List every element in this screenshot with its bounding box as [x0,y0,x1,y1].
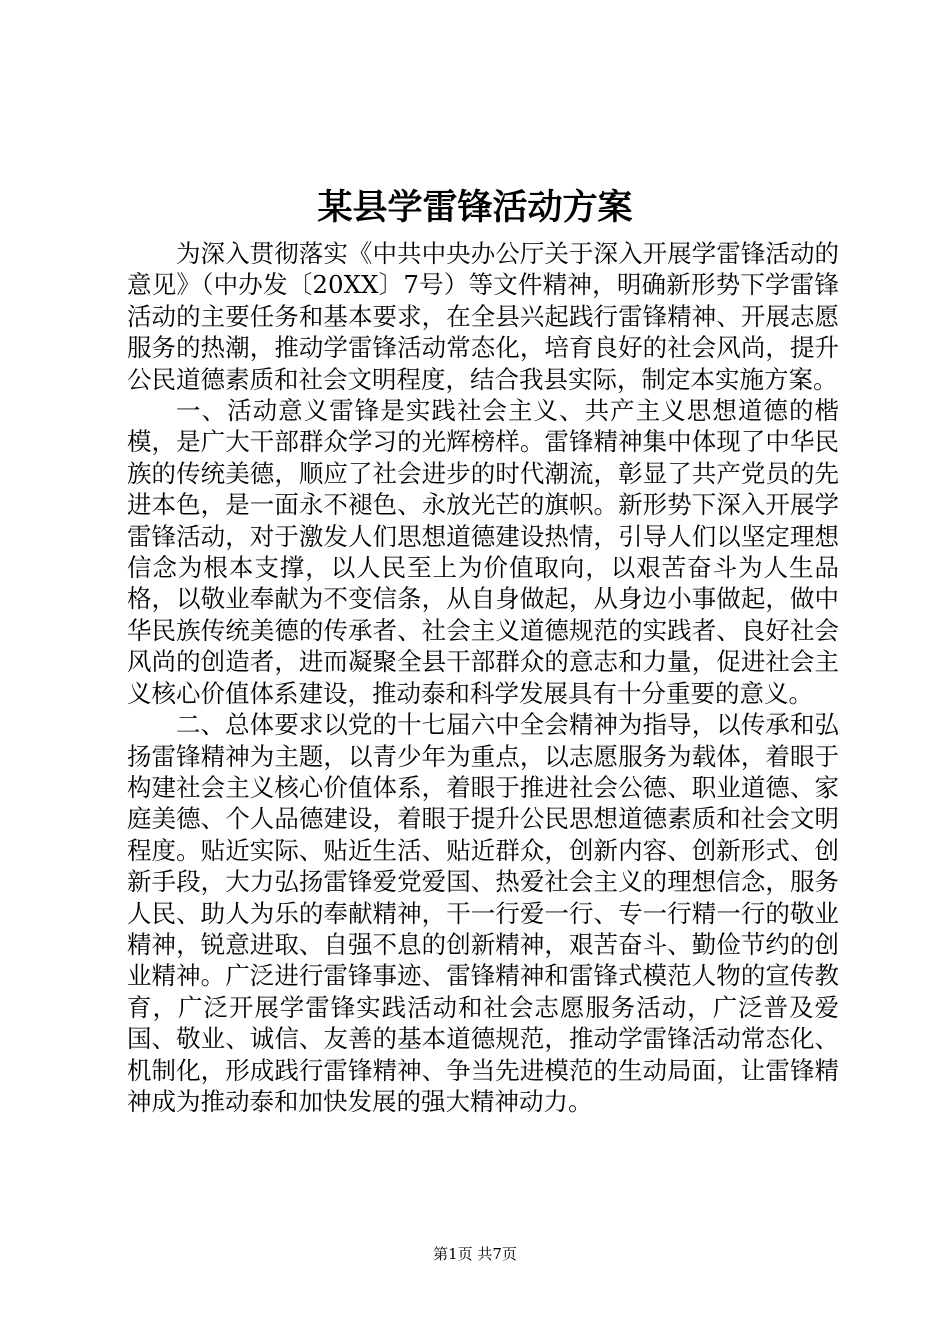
paragraph-activity-significance: 一、活动意义雷锋是实践社会主义、共产主义思想道德的楷模，是广大干部群众学习的光辉榜样。雷锋精神集中体现了中华民族的传统美德，顺应了社会进步的时代潮流，彰显了共产党员的先进本色，是一面永不褪色、永放光芒的旗帜。新形势下深入开展学雷锋活动，对于激发人们思想道德建设热情，引导人们以坚定理想信念为根本支撑，以人民至上为价值取向，以艰苦奋斗为人生品格，以敬业奉献为不变信条，从自身做起，从身边小事做起，做中华民族传统美德的传承者、社会主义道德规范的实践者、良好社会风尚的创造者，进而凝聚全县干部群众的意志和力量，促进社会主义核心价值体系建设，推动泰和科学发展具有十分重要的意义。 [127,396,839,708]
paragraph-intro: 为深入贯彻落实《中共中央办公厅关于深入开展学雷锋活动的意见》（中办发〔20XX〕7号）等文件精神，明确新形势下学雷锋活动的主要任务和基本要求，在全县兴起践行雷锋精神、开展志愿服务的热潮，推动学雷锋活动常态化，培育良好的社会风尚，提升公民道德素质和社会文明程度，结合我县实际，制定本实施方案。 [127,239,839,394]
document-body [127,238,839,1117]
page-total: 共7页 [477,1245,517,1263]
page-number: 第1页 [433,1245,473,1263]
document-title: 某县学雷锋活动方案 [317,187,633,228]
paragraph-general-requirements: 二、总体要求以党的十七届六中全会精神为指导，以传承和弘扬雷锋精神为主题，以青少年为重点，以志愿服务为载体，着眼于构建社会主义核心价值体系，着眼于推进社会公德、职业道德、家庭美德、个人品德建设，着眼于提升公民思想道德素质和社会文明程度。贴近实际、贴近生活、贴近群众，创新内容、创新形式、创新手段，大力弘扬雷锋爱党爱国、热爱社会主义的理想信念，服务人民、助人为乐的奉献精神，干一行爱一行、专一行精一行的敬业精神，锐意进取、自强不息的创新精神，艰苦奋斗、勤俭节约的创业精神。广泛进行雷锋事迹、雷锋精神和雷锋式模范人物的宣传教育，广泛开展学雷锋实践活动和社会志愿服务活动，广泛普及爱国、敬业、诚信、友善的基本道德规范，推动学雷锋活动常态化、机制化，形成践行雷锋精神、争当先进模范的生动局面，让雷锋精神成为推动泰和加快发展的强大精神动力。 [127,710,839,1116]
page-footer [0,1244,950,1264]
